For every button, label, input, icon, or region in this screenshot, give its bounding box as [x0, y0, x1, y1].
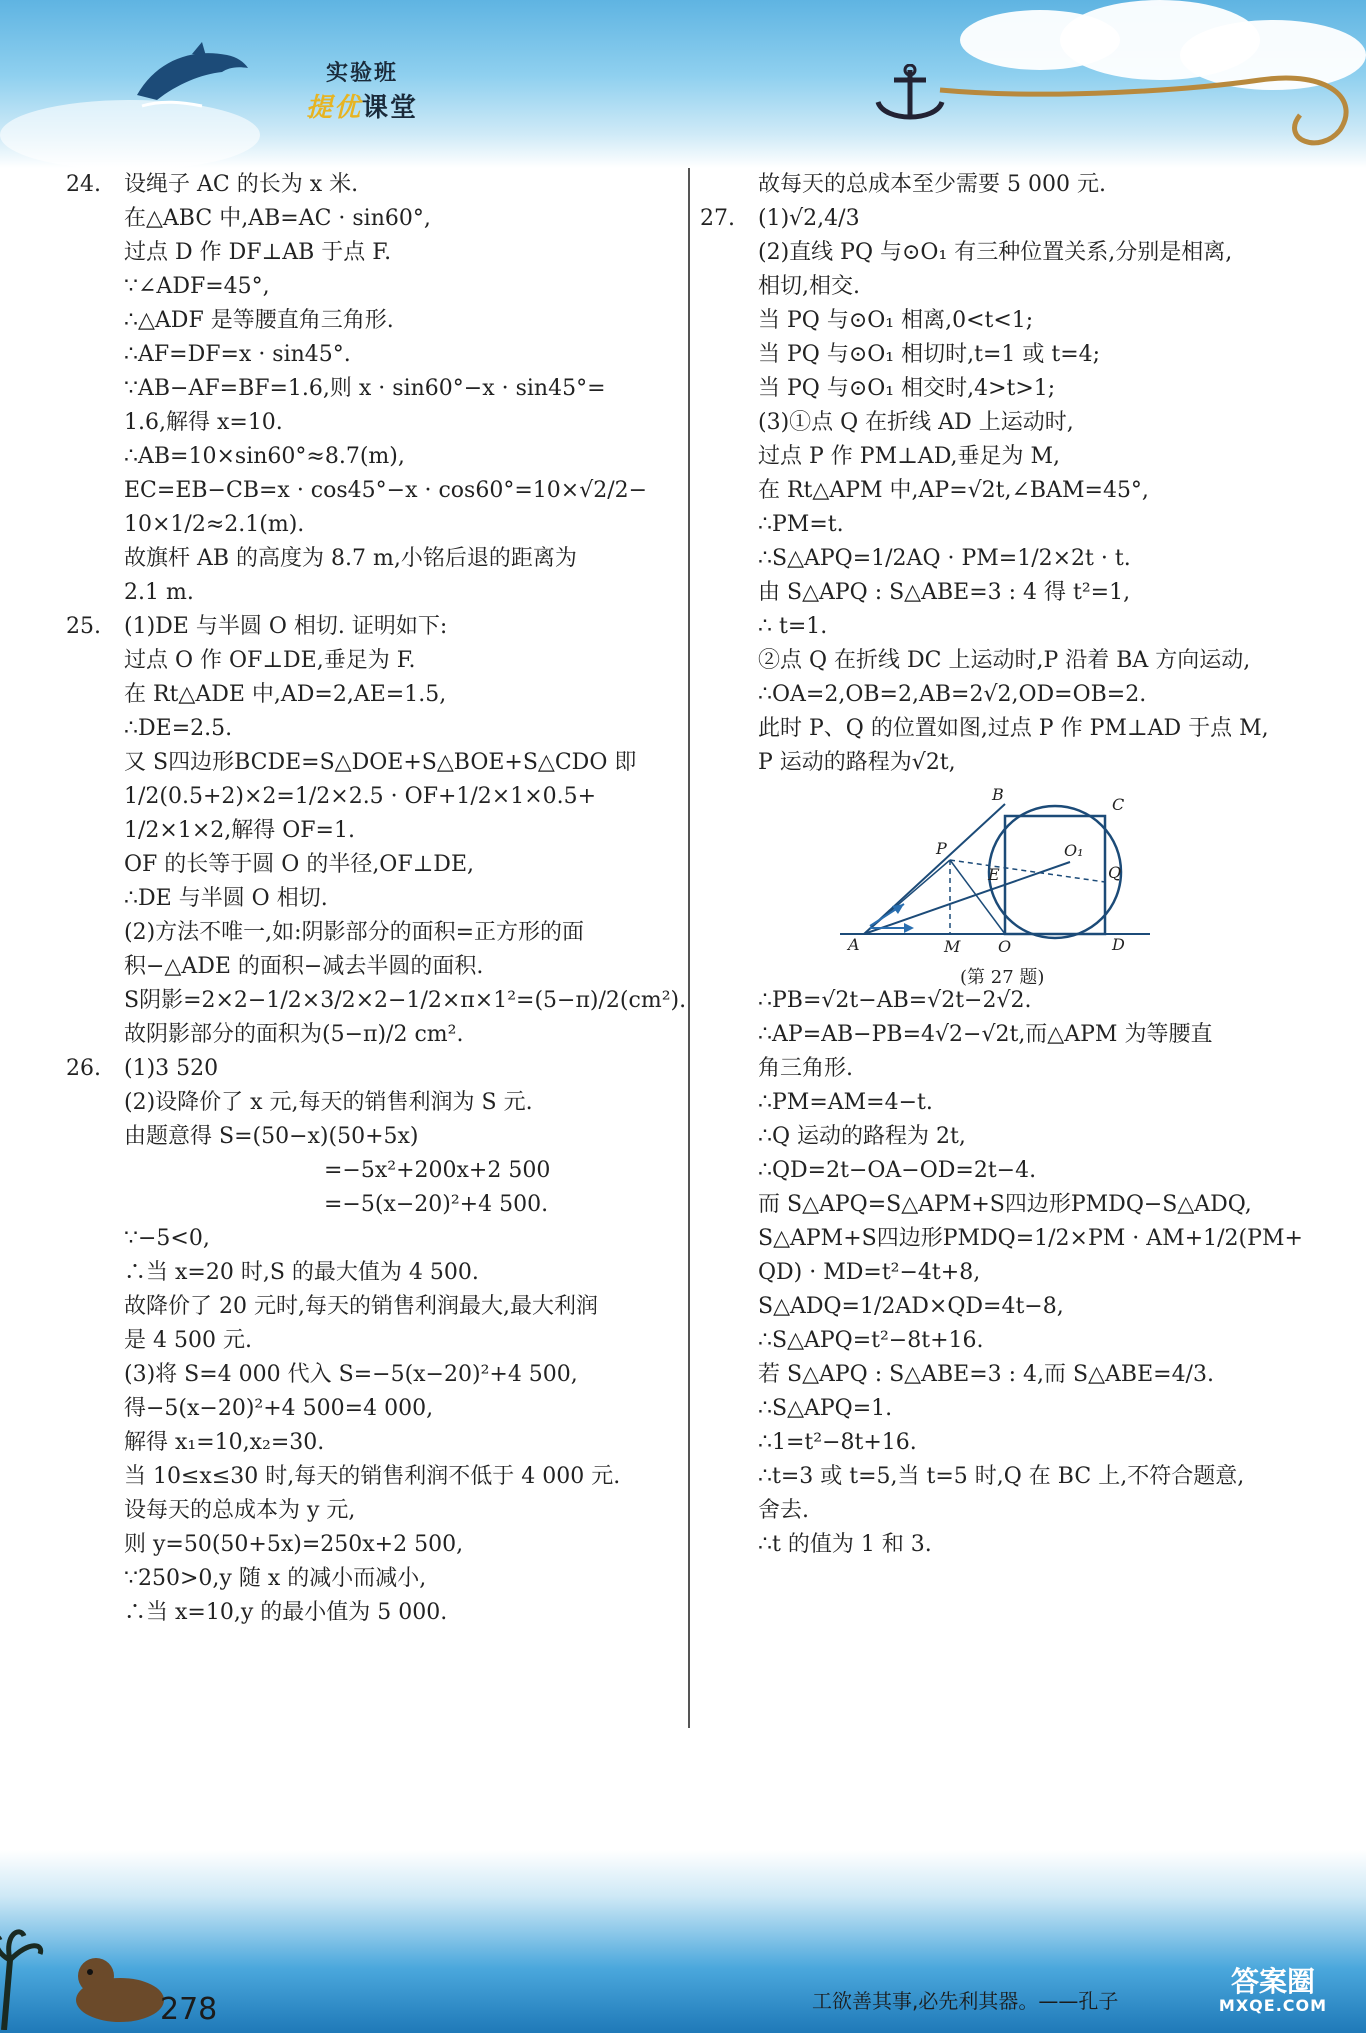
text-line	[700, 1222, 1310, 1256]
text-line	[700, 1052, 1310, 1086]
text-line	[700, 1188, 1310, 1222]
line-text: ∴当 x=10,y 的最小值为 5 000.	[124, 1600, 448, 1625]
rope-icon	[930, 60, 1366, 160]
text-line	[66, 474, 670, 508]
question-number: 25.	[66, 614, 101, 639]
text-line	[700, 644, 1310, 678]
text-line	[700, 576, 1310, 610]
text-line	[66, 1494, 670, 1528]
text-line	[700, 746, 1310, 780]
text-line	[700, 1460, 1310, 1494]
line-text: ∴AP=AB−PB=4√2−√2t,而△APM 为等腰直	[758, 1022, 1213, 1047]
geometry-diagram	[840, 784, 1170, 954]
text-line	[66, 1256, 670, 1290]
line-text: ∴OA=2,OB=2,AB=2√2,OD=OB=2.	[758, 682, 1147, 707]
text-line	[700, 1528, 1310, 1562]
text-line	[66, 1086, 670, 1120]
line-text: (3)①点 Q 在折线 AD 上运动时,	[758, 410, 1074, 435]
line-text: 则 y=50(50+5x)=250x+2 500,	[124, 1532, 464, 1557]
line-text: QD) · MD=t²−4t+8,	[758, 1260, 981, 1285]
page-footer	[0, 1850, 1366, 2033]
text-line	[700, 372, 1310, 406]
line-text: 设绳子 AC 的长为 x 米.	[124, 172, 359, 197]
line-text: S阴影=2×2−1/2×3/2×2−1/2×π×1²=(5−π)/2(cm²).	[124, 988, 687, 1013]
text-line	[66, 1018, 670, 1052]
text-line	[700, 1290, 1310, 1324]
label-a: A	[848, 935, 860, 954]
text-line	[66, 338, 670, 372]
text-line	[66, 372, 670, 406]
line-text: (2)设降价了 x 元,每天的销售利润为 S 元.	[124, 1090, 533, 1115]
line-text: 当 PQ 与⊙O₁ 相离,0<t<1;	[758, 308, 1034, 333]
text-line	[66, 1562, 670, 1596]
text-line	[66, 1052, 670, 1086]
page-number: 278	[160, 1992, 218, 2027]
text-line	[66, 1358, 670, 1392]
text-line	[66, 916, 670, 950]
text-line	[700, 1494, 1310, 1528]
line-text: ∴t 的值为 1 和 3.	[758, 1532, 932, 1557]
line-text: ∴1=t²−8t+16.	[758, 1430, 917, 1455]
text-line	[66, 1460, 670, 1494]
right-column-top	[700, 168, 1310, 780]
line-text: 是 4 500 元.	[124, 1328, 252, 1353]
label-m: M	[944, 937, 961, 954]
text-line	[66, 304, 670, 338]
watermark	[1188, 1965, 1358, 2028]
line-text: ∵∠ADF=45°,	[124, 274, 270, 299]
text-line	[700, 508, 1310, 542]
line-text: ∴△ADF 是等腰直角三角形.	[124, 308, 394, 333]
text-line	[66, 848, 670, 882]
line-text: 由 S△APQ : S△ABE=3 : 4 得 t²=1,	[758, 580, 1131, 605]
logo-top-text: 实验班	[325, 61, 398, 86]
text-line	[700, 678, 1310, 712]
palm-tree-icon	[0, 1920, 46, 2030]
text-line	[66, 1222, 670, 1256]
text-line	[66, 1290, 670, 1324]
text-line	[66, 440, 670, 474]
line-text: 故阴影部分的面积为(5−π)/2 cm².	[124, 1022, 464, 1047]
line-text: (1)DE 与半圆 O 相切. 证明如下:	[124, 614, 448, 639]
line-text: 故旗杆 AB 的高度为 8.7 m,小铭后退的距离为	[124, 546, 577, 571]
line-text: =−5(x−20)²+4 500.	[324, 1192, 549, 1217]
line-text: (2)方法不唯一,如:阴影部分的面积=正方形的面	[124, 920, 585, 945]
label-q: Q	[1108, 863, 1122, 882]
text-line	[66, 1154, 670, 1188]
text-line	[700, 236, 1310, 270]
line-text: ∴AB=10×sin60°≈8.7(m),	[124, 444, 405, 469]
line-text: =−5x²+200x+2 500	[324, 1158, 551, 1183]
text-line	[700, 1154, 1310, 1188]
watermark-title: 答案圈	[1230, 1965, 1315, 1998]
line-text: 得−5(x−20)²+4 500=4 000,	[124, 1396, 434, 1421]
text-line	[700, 1324, 1310, 1358]
line-text: ∴S△APQ=t²−8t+16.	[758, 1328, 984, 1353]
label-d: D	[1112, 935, 1125, 954]
text-line	[700, 1256, 1310, 1290]
line-text: 积−△ADE 的面积−减去半圆的面积.	[124, 954, 484, 979]
text-line	[700, 1086, 1310, 1120]
line-text: 相切,相交.	[758, 274, 860, 299]
text-line	[66, 542, 670, 576]
line-text: ∴t=3 或 t=5,当 t=5 时,Q 在 BC 上,不符合题意,	[758, 1464, 1245, 1489]
line-text: ∵−5<0,	[124, 1226, 210, 1251]
line-text: 1/2(0.5+2)×2=1/2×2.5 · OF+1/2×1×0.5+	[124, 784, 597, 809]
text-line	[66, 1528, 670, 1562]
text-line	[66, 270, 670, 304]
text-line	[700, 270, 1310, 304]
question-number: 24.	[66, 172, 101, 197]
line-text: OF 的长等于圆 O 的半径,OF⊥DE,	[124, 852, 474, 877]
line-text: 1.6,解得 x=10.	[124, 410, 283, 435]
line-text: ∴当 x=20 时,S 的最大值为 4 500.	[124, 1260, 479, 1285]
text-line	[66, 1324, 670, 1358]
line-text: 若 S△APQ : S△ABE=3 : 4,而 S△ABE=4/3.	[758, 1362, 1214, 1387]
text-line	[66, 678, 670, 712]
line-text: EC=EB−CB=x · cos45°−x · cos60°=10×√2/2−	[124, 478, 648, 503]
line-text: P 运动的路程为√2t,	[758, 750, 956, 775]
line-text: 过点 P 作 PM⊥AD,垂足为 M,	[758, 444, 1061, 469]
label-e: E	[988, 865, 1000, 884]
line-text: 由题意得 S=(50−x)(50+5x)	[124, 1124, 419, 1149]
text-line	[66, 780, 670, 814]
line-text: S△APM+S四边形PMDQ=1/2×PM · AM+1/2(PM+	[758, 1226, 1303, 1251]
text-line	[700, 440, 1310, 474]
line-text: 当 10≤x≤30 时,每天的销售利润不低于 4 000 元.	[124, 1464, 621, 1489]
page-header	[0, 0, 1366, 168]
figure-caption: (第 27 题)	[960, 967, 1045, 988]
text-line	[700, 1018, 1310, 1052]
line-text: ∴S△APQ=1.	[758, 1396, 893, 1421]
text-line	[66, 712, 670, 746]
line-text: (2)直线 PQ 与⊙O₁ 有三种位置关系,分别是相离,	[758, 240, 1233, 265]
logo-accent-text: 提优	[305, 93, 362, 123]
text-line	[700, 304, 1310, 338]
text-line	[700, 1358, 1310, 1392]
text-line	[66, 746, 670, 780]
line-text: ②点 Q 在折线 DC 上运动时,P 沿着 BA 方向运动,	[758, 648, 1251, 673]
text-line	[66, 1596, 670, 1630]
line-text: 过点 D 作 DF⊥AB 于点 F.	[124, 240, 392, 265]
cloud-decoration	[0, 100, 260, 168]
text-line	[700, 474, 1310, 508]
label-o1: O₁	[1064, 841, 1084, 860]
right-column-bottom	[700, 984, 1310, 1562]
text-line	[700, 1426, 1310, 1460]
line-text: 而 S△APQ=S△APM+S四边形PMDQ−S△ADQ,	[758, 1192, 1252, 1217]
label-b: B	[992, 785, 1004, 804]
logo-bottom-text	[288, 87, 436, 124]
line-text: ∴ t=1.	[758, 614, 828, 639]
text-line	[66, 1426, 670, 1460]
seal-icon	[60, 1938, 170, 2028]
line-text: 故降价了 20 元时,每天的销售利润最大,最大利润	[124, 1294, 598, 1319]
column-divider	[688, 168, 690, 1728]
line-text: 此时 P、Q 的位置如图,过点 P 作 PM⊥AD 于点 M,	[758, 716, 1269, 741]
text-line	[66, 1120, 670, 1154]
text-line	[66, 984, 687, 1018]
text-line	[700, 338, 1310, 372]
line-text: (1)3 520	[124, 1056, 219, 1081]
question-number: 27.	[700, 206, 735, 231]
label-p: P	[936, 839, 947, 858]
dolphin-icon	[132, 40, 252, 110]
label-c: C	[1112, 795, 1125, 814]
text-line	[700, 1120, 1310, 1154]
text-line	[66, 1188, 670, 1222]
line-text: 当 PQ 与⊙O₁ 相切时,t=1 或 t=4;	[758, 342, 1101, 367]
line-text: ∵250>0,y 随 x 的减小而减小,	[124, 1566, 427, 1591]
line-text: ∴PM=t.	[758, 512, 844, 537]
text-line	[66, 508, 670, 542]
text-line	[700, 610, 1310, 644]
line-text: 在△ABC 中,AB=AC · sin60°,	[124, 206, 431, 231]
line-text: ∴Q 运动的路程为 2t,	[758, 1124, 966, 1149]
line-text: 在 Rt△APM 中,AP=√2t,∠BAM=45°,	[758, 478, 1149, 503]
figure-27	[840, 784, 1170, 988]
text-line	[66, 168, 670, 202]
text-line	[66, 950, 670, 984]
text-line	[700, 168, 1310, 202]
line-text: ∴QD=2t−OA−OD=2t−4.	[758, 1158, 1037, 1183]
line-text: 又 S四边形BCDE=S△DOE+S△BOE+S△CDO 即	[124, 750, 637, 775]
text-line	[66, 202, 670, 236]
text-line	[700, 542, 1310, 576]
line-text: 过点 O 作 OF⊥DE,垂足为 F.	[124, 648, 416, 673]
left-column	[66, 168, 687, 1630]
line-text: 2.1 m.	[124, 580, 194, 605]
text-line	[66, 1392, 670, 1426]
text-line	[66, 610, 670, 644]
line-text: ∴DE 与半圆 O 相切.	[124, 886, 328, 911]
line-text: 1/2×1×2,解得 OF=1.	[124, 818, 355, 843]
line-text: ∴S△APQ=1/2AQ · PM=1/2×2t · t.	[758, 546, 1131, 571]
text-line	[700, 202, 1310, 236]
line-text: 故每天的总成本至少需要 5 000 元.	[758, 172, 1106, 197]
line-text: 10×1/2≈2.1(m).	[124, 512, 305, 537]
line-text: (1)√2,4/3	[758, 206, 860, 231]
footer-motto: 工欲善其事,必先利其器。——孔子	[812, 1989, 1119, 2013]
text-line	[66, 882, 670, 916]
line-text: ∴PM=AM=4−t.	[758, 1090, 933, 1115]
text-line	[700, 1392, 1310, 1426]
text-line	[700, 712, 1310, 746]
text-line	[66, 644, 670, 678]
text-line	[66, 576, 670, 610]
logo	[288, 56, 436, 122]
label-o: O	[998, 937, 1012, 954]
line-text: ∴AF=DF=x · sin45°.	[124, 342, 351, 367]
right-column	[700, 168, 1310, 1562]
line-text: 设每天的总成本为 y 元,	[124, 1498, 356, 1523]
line-text: 当 PQ 与⊙O₁ 相交时,4>t>1;	[758, 376, 1056, 401]
watermark-url: MXQE.COM	[1218, 1996, 1328, 2015]
line-text: 舍去.	[758, 1498, 809, 1523]
question-number: 26.	[66, 1056, 101, 1081]
line-text: ∵AB−AF=BF=1.6,则 x · sin60°−x · sin45°=	[124, 376, 606, 401]
logo-bottom-main: 课堂	[362, 93, 419, 123]
line-text: 角三角形.	[758, 1056, 853, 1081]
text-line	[700, 406, 1310, 440]
line-text: 解得 x₁=10,x₂=30.	[124, 1430, 325, 1455]
text-line	[66, 406, 670, 440]
text-line	[66, 814, 670, 848]
line-text: ∴PB=√2t−AB=√2t−2√2.	[758, 988, 1032, 1013]
line-text: 在 Rt△ADE 中,AD=2,AE=1.5,	[124, 682, 447, 707]
line-text: (3)将 S=4 000 代入 S=−5(x−20)²+4 500,	[124, 1362, 578, 1387]
text-line	[66, 236, 670, 270]
line-text: S△ADQ=1/2AD×QD=4t−8,	[758, 1294, 1064, 1319]
line-text: ∴DE=2.5.	[124, 716, 233, 741]
